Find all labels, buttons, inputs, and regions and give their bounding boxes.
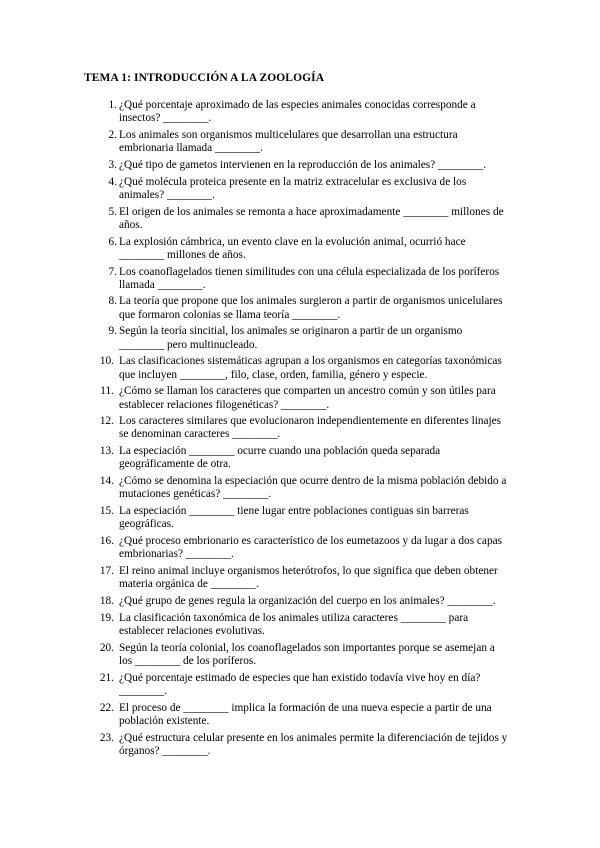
question-item	[99, 671, 508, 698]
question-item	[99, 355, 508, 381]
question-text: La teoría que propone que los animales surgieron a partir de organismos unicelulares que formaron colonias se llama teoría ________.	[119, 295, 503, 321]
question-item	[99, 701, 508, 728]
question-item	[102, 206, 508, 232]
question-item	[102, 325, 508, 351]
question-item	[99, 731, 508, 758]
question-number: 8.	[108, 295, 117, 308]
question-number: 6.	[108, 235, 117, 248]
question-text: ¿Qué porcentaje aproximado de las especies animales conocidas corresponde a insectos? ________.	[119, 99, 476, 125]
question-number: 3.	[108, 158, 117, 171]
question-item	[99, 611, 508, 638]
question-text: El proceso de ________ implica la formación de una nueva especie a partir de una población existente.	[119, 701, 492, 727]
question-text: ¿Qué estructura celular presente en los animales permite la diferenciación de tejidos y órganos? ________.	[119, 731, 508, 757]
question-text: La especiación ________ ocurre cuando una población queda separada geográficamente de otra.	[119, 445, 441, 471]
question-number: 14.	[99, 475, 114, 488]
question-number: 15.	[99, 505, 114, 518]
question-number: 13.	[99, 445, 114, 458]
question-text: ¿Qué proceso embrionario es característico de los eumetazoos y da lugar a dos capas embrionarias? ________.	[119, 535, 502, 561]
question-number: 5.	[108, 205, 117, 218]
question-number: 2.	[108, 128, 117, 141]
question-item	[99, 445, 508, 471]
question-text: ¿Cómo se llaman los caracteres que comparten un ancestro común y son útiles para establecer relaciones filogenéticas? ________.	[119, 385, 496, 411]
question-number: 17.	[99, 565, 114, 578]
question-text: ¿Qué porcentaje estimado de especies que han existido todavía vive hoy en día? ________.	[119, 671, 481, 697]
question-text: La clasificación taxonómica de los animales utiliza caracteres ________ para establecer relaciones evolutivas.	[119, 611, 469, 637]
question-text: ¿Qué molécula proteica presente en la matriz extracelular es exclusiva de los animales? ________.	[119, 175, 467, 201]
question-item	[102, 176, 508, 202]
question-number: 16.	[99, 535, 114, 548]
question-item	[102, 236, 508, 262]
question-item	[102, 385, 508, 411]
question-text: Los coanoflagelados tienen similitudes con una célula especializada de los poríferos llamada ________.	[119, 265, 500, 291]
question-item	[102, 159, 508, 172]
question-number: 9.	[108, 325, 117, 338]
question-number: 10.	[99, 355, 114, 368]
page-title: TEMA 1: INTRODUCCIÓN A LA ZOOLOGÍA	[84, 72, 325, 84]
question-item	[102, 129, 508, 155]
question-number: 1.	[108, 99, 117, 111]
question-item	[102, 266, 508, 292]
question-number: 21.	[99, 671, 114, 684]
question-text: ¿Qué tipo de gametos intervienen en la reproducción de los animales? ________.	[119, 158, 487, 171]
question-item	[99, 535, 508, 561]
question-number: 4.	[108, 175, 117, 188]
question-list	[99, 99, 508, 762]
question-number: 23.	[99, 731, 114, 744]
question-item	[99, 595, 508, 608]
question-text: La explosión cámbrica, un evento clave en la evolución animal, ocurrió hace ________ millones de años.	[119, 235, 466, 261]
question-text: El origen de los animales se remonta a hace aproximadamente ________ millones de años.	[119, 205, 504, 231]
question-text: Según la teoría colonial, los coanoflagelados son importantes porque se asemejan a los ________ de los poríferos.	[119, 641, 495, 667]
question-text: Los animales son organismos multicelulares que desarrollan una estructura embrionaria llamada ________.	[119, 128, 458, 155]
question-number: 7.	[108, 265, 117, 278]
question-item	[99, 565, 508, 591]
question-text: Según la teoría sincitial, los animales se originaron a partir de un organismo ________ pero multinucleado.	[119, 325, 463, 351]
question-text: ¿Qué grupo de genes regula la organización del cuerpo en los animales? ________.	[119, 595, 496, 607]
question-text: Los caracteres similares que evolucionaron independientemente en diferentes linajes se denominan caracteres ________.	[119, 415, 502, 441]
question-item	[99, 415, 508, 441]
question-number: 22.	[99, 701, 114, 714]
question-number: 18.	[99, 595, 114, 607]
question-text: El reino animal incluye organismos heterótrofos, lo que significa que deben obtener materia orgánica de ________.	[119, 565, 498, 591]
question-item	[99, 505, 508, 531]
question-text: Las clasificaciones sistemáticas agrupan a los organismos en categorías taxonómicas que incluyen ________, filo, clase, orden, familia, género y especie.	[119, 355, 502, 381]
question-item	[102, 295, 508, 321]
question-item	[102, 99, 508, 125]
question-item	[99, 641, 508, 668]
question-text: La especiación ________ tiene lugar entre poblaciones contiguas sin barreras geográficas.	[119, 505, 469, 531]
question-number: 20.	[99, 641, 114, 654]
question-number: 12.	[99, 415, 114, 428]
question-number: 11.	[100, 385, 114, 398]
question-item	[99, 475, 508, 501]
question-number: 19.	[99, 611, 114, 624]
question-text: ¿Cómo se denomina la especiación que ocurre dentro de la misma población debido a mutaciones genéticas? ________.	[119, 475, 507, 501]
